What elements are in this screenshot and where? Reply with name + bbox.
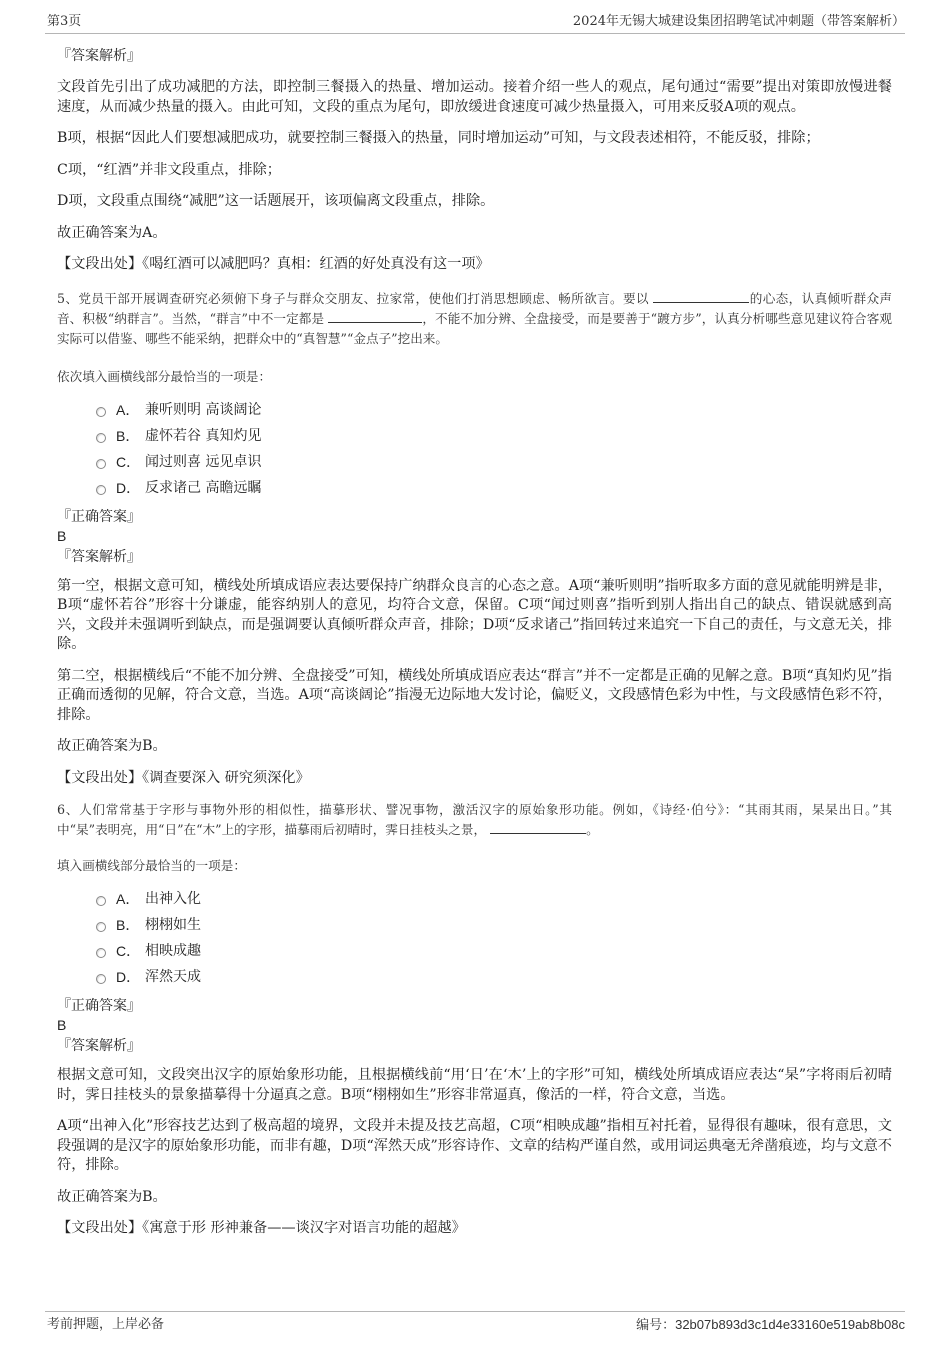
answer-conclusion: 故正确答案为A。 [57, 224, 167, 241]
analysis-label: 『答案解析』 [57, 48, 141, 64]
source-note: 【文段出处】《调查要深入 研究须深化》 [57, 769, 310, 786]
correct-answer: B [57, 527, 67, 544]
correct-answer-label: 『正确答案』 [57, 508, 141, 525]
analysis-paragraph: D项，文段重点围绕“减肥”这一话题展开，该项偏离文段重点，排除。 [57, 193, 495, 209]
analysis-label: 『答案解析』 [57, 548, 141, 565]
analysis-paragraph: 文段首先引出了成功减肥的方法，即控制三餐摄入的热量、增加运动。接着介绍一些人的观点，尾句通过“需要”提出对策即放慢进餐速度，从而减少热量的摄入。由此可知，文段的重点为尾句，即放缓进食速度可减少热量摄入，可用来反驳A项的观点。 [57, 79, 892, 115]
option-a[interactable] [96, 886, 892, 912]
answer-conclusion: 故正确答案为B。 [57, 1188, 167, 1205]
correct-answer: B [57, 1017, 67, 1033]
question-text-part: 的心态，认真倾听群众声音、积极“纳群言”。当然，“群言”中不一定都是 [57, 290, 893, 326]
option-key: D． [116, 969, 141, 985]
question-text-part: 5、党员干部开展调查研究必须俯下身子与群众交朋友、拉家常，使他们打消思想顾虑、畅所欲言。要以 [57, 290, 649, 306]
analysis-paragraph: 第二空，根据横线后“不能不加分辨、全盘接受”可知，横线处所填成语应表达“群言”并不一定都是正确的见解之意。B项“真知灼见”指正确而透彻的见解，符合文意，当选。A项“高谈阔论”指漫无边际地大发讨论，偏贬义，文段感情色彩为中性，与文段感情色彩不符，排除。 [57, 667, 892, 723]
page-footer [45, 1311, 905, 1335]
analysis-paragraph: A项“出神入化”形容技艺达到了极高超的境界，文段并未提及技艺高超，C项“相映成趣”指相互衬托着，显得很有趣味，很有意思，文段强调的是汉字的原始象形功能，而非有趣，D项“浑然天成”形容诗作、文章的结构严谨自然，或用词运典毫无斧凿痕迹，均与文意不符，排除。 [57, 1118, 892, 1173]
radio-button-icon[interactable] [96, 896, 106, 906]
option-text: 虚怀若谷 真知灼见 [145, 427, 262, 444]
option-key: C． [116, 453, 141, 470]
analysis-paragraph: C项，“红酒”并非文段重点，排除； [57, 161, 281, 178]
question-6-text [57, 800, 892, 840]
source-note: 【文段出处】《寓意于形 形神兼备——谈汉字对语言功能的超越》 [57, 1220, 466, 1236]
option-text: 相映成趣 [145, 943, 201, 959]
radio-button-icon[interactable] [96, 459, 106, 469]
analysis-paragraph: 根据文意可知，文段突出汉字的原始象形功能，且根据横线前“用‘日’在‘木’上的字形”可知，横线处所填成语应表达“杲”字将雨后初晴时，霁日挂枝头的景象描摹得十分逼真之意。B项“栩栩如生”形容非常逼真，像活的一样，符合文意，当选。 [57, 1067, 892, 1103]
fill-blank [490, 820, 586, 834]
option-text: 栩栩如生 [145, 917, 201, 933]
option-a[interactable] [96, 397, 892, 423]
option-text: 浑然天成 [145, 969, 201, 985]
option-key: A． [116, 401, 140, 418]
fill-blank [328, 309, 422, 323]
option-b[interactable] [96, 912, 892, 938]
option-text: 出神入化 [145, 891, 201, 907]
radio-button-icon[interactable] [96, 485, 106, 495]
option-key: B． [116, 917, 140, 933]
question-5-text [57, 289, 892, 349]
correct-answer-label: 『正确答案』 [57, 998, 141, 1014]
radio-button-icon[interactable] [96, 407, 106, 417]
radio-button-icon[interactable] [96, 948, 106, 958]
source-note: 【文段出处】《喝红酒可以减肥吗？真相：红酒的好处真没有这一项》 [57, 256, 490, 272]
answer-conclusion: 故正确答案为B。 [57, 738, 167, 754]
document-title: 2024年无锡大城建设集团招聘笔试冲刺题（带答案解析） [572, 14, 905, 29]
footer-slogan: 考前押题，上岸必备 [47, 1317, 165, 1332]
option-d[interactable] [96, 964, 892, 990]
option-key: B． [116, 427, 140, 444]
options-list [96, 886, 892, 990]
analysis-paragraph: B项，根据“因此人们要想减肥成功，就要控制三餐摄入的热量，同时增加运动”可知，与文段表述相符，不能反驳，排除； [57, 130, 820, 146]
option-text: 兼听则明 高谈阔论 [145, 401, 262, 418]
option-key: D． [116, 479, 141, 496]
page-content [57, 46, 892, 1239]
option-d[interactable] [96, 475, 892, 501]
question-instruction: 填入画横线部分最恰当的一项是： [57, 858, 246, 873]
question-instruction: 依次填入画横线部分最恰当的一项是： [57, 368, 272, 384]
analysis-paragraph: 第一空，根据文意可知，横线处所填成语应表达要保持广纳群众良言的心态之意。A项“兼听则明”指听取多方面的意见就能明辨是非，B项“虚怀若谷”形容十分谦虚，能容纳别人的意见，均符合文意，保留。C项“闻过则喜”指听到别人指出自己的缺点、错误就感到高兴，文段并未强调听到缺点，而是强调要认真倾听群众声音，排除；D项“反求诸己”指回转过来追究一下自己的责任，与文意无关，排除。 [57, 577, 892, 652]
radio-button-icon[interactable] [96, 922, 106, 932]
option-key: C． [116, 943, 141, 959]
question-text-part: 。 [586, 822, 599, 837]
page-number: 第3页 [47, 14, 82, 29]
option-text: 反求诸己 高瞻远瞩 [145, 479, 262, 496]
analysis-label: 『答案解析』 [57, 1038, 141, 1054]
option-text: 闻过则喜 远见卓识 [145, 453, 262, 470]
question-text-part: 6、人们常常基于字形与事物外形的相似性，描摹形状、譬况事物，激活汉字的原始象形功能。例如，《诗经·伯兮》：“其雨其雨，杲杲出日。”其中“杲”表明亮，用“日”在“木”上的字形，描摹雨后初晴时，霁日挂枝头之景， [57, 802, 892, 837]
fill-blank [653, 289, 749, 303]
page-header [45, 10, 905, 34]
option-c[interactable] [96, 938, 892, 964]
option-key: A． [116, 891, 140, 907]
radio-button-icon[interactable] [96, 974, 106, 984]
option-b[interactable] [96, 423, 892, 449]
radio-button-icon[interactable] [96, 433, 106, 443]
options-list [96, 397, 892, 501]
question-text-part: ，不能不加分辨、全盘接受，而是要善于“踱方步”，认真分析哪些意见建议符合客观实际可以借鉴、哪些不能采纳，把群众中的“真智慧”“金点子”挖出来。 [57, 310, 892, 346]
option-c[interactable] [96, 449, 892, 475]
document-code [636, 1315, 905, 1336]
code-label: 编号： [636, 1318, 676, 1333]
code-value: 32b07b893d3c1d4e33160e519ab8b08c [675, 1317, 905, 1332]
